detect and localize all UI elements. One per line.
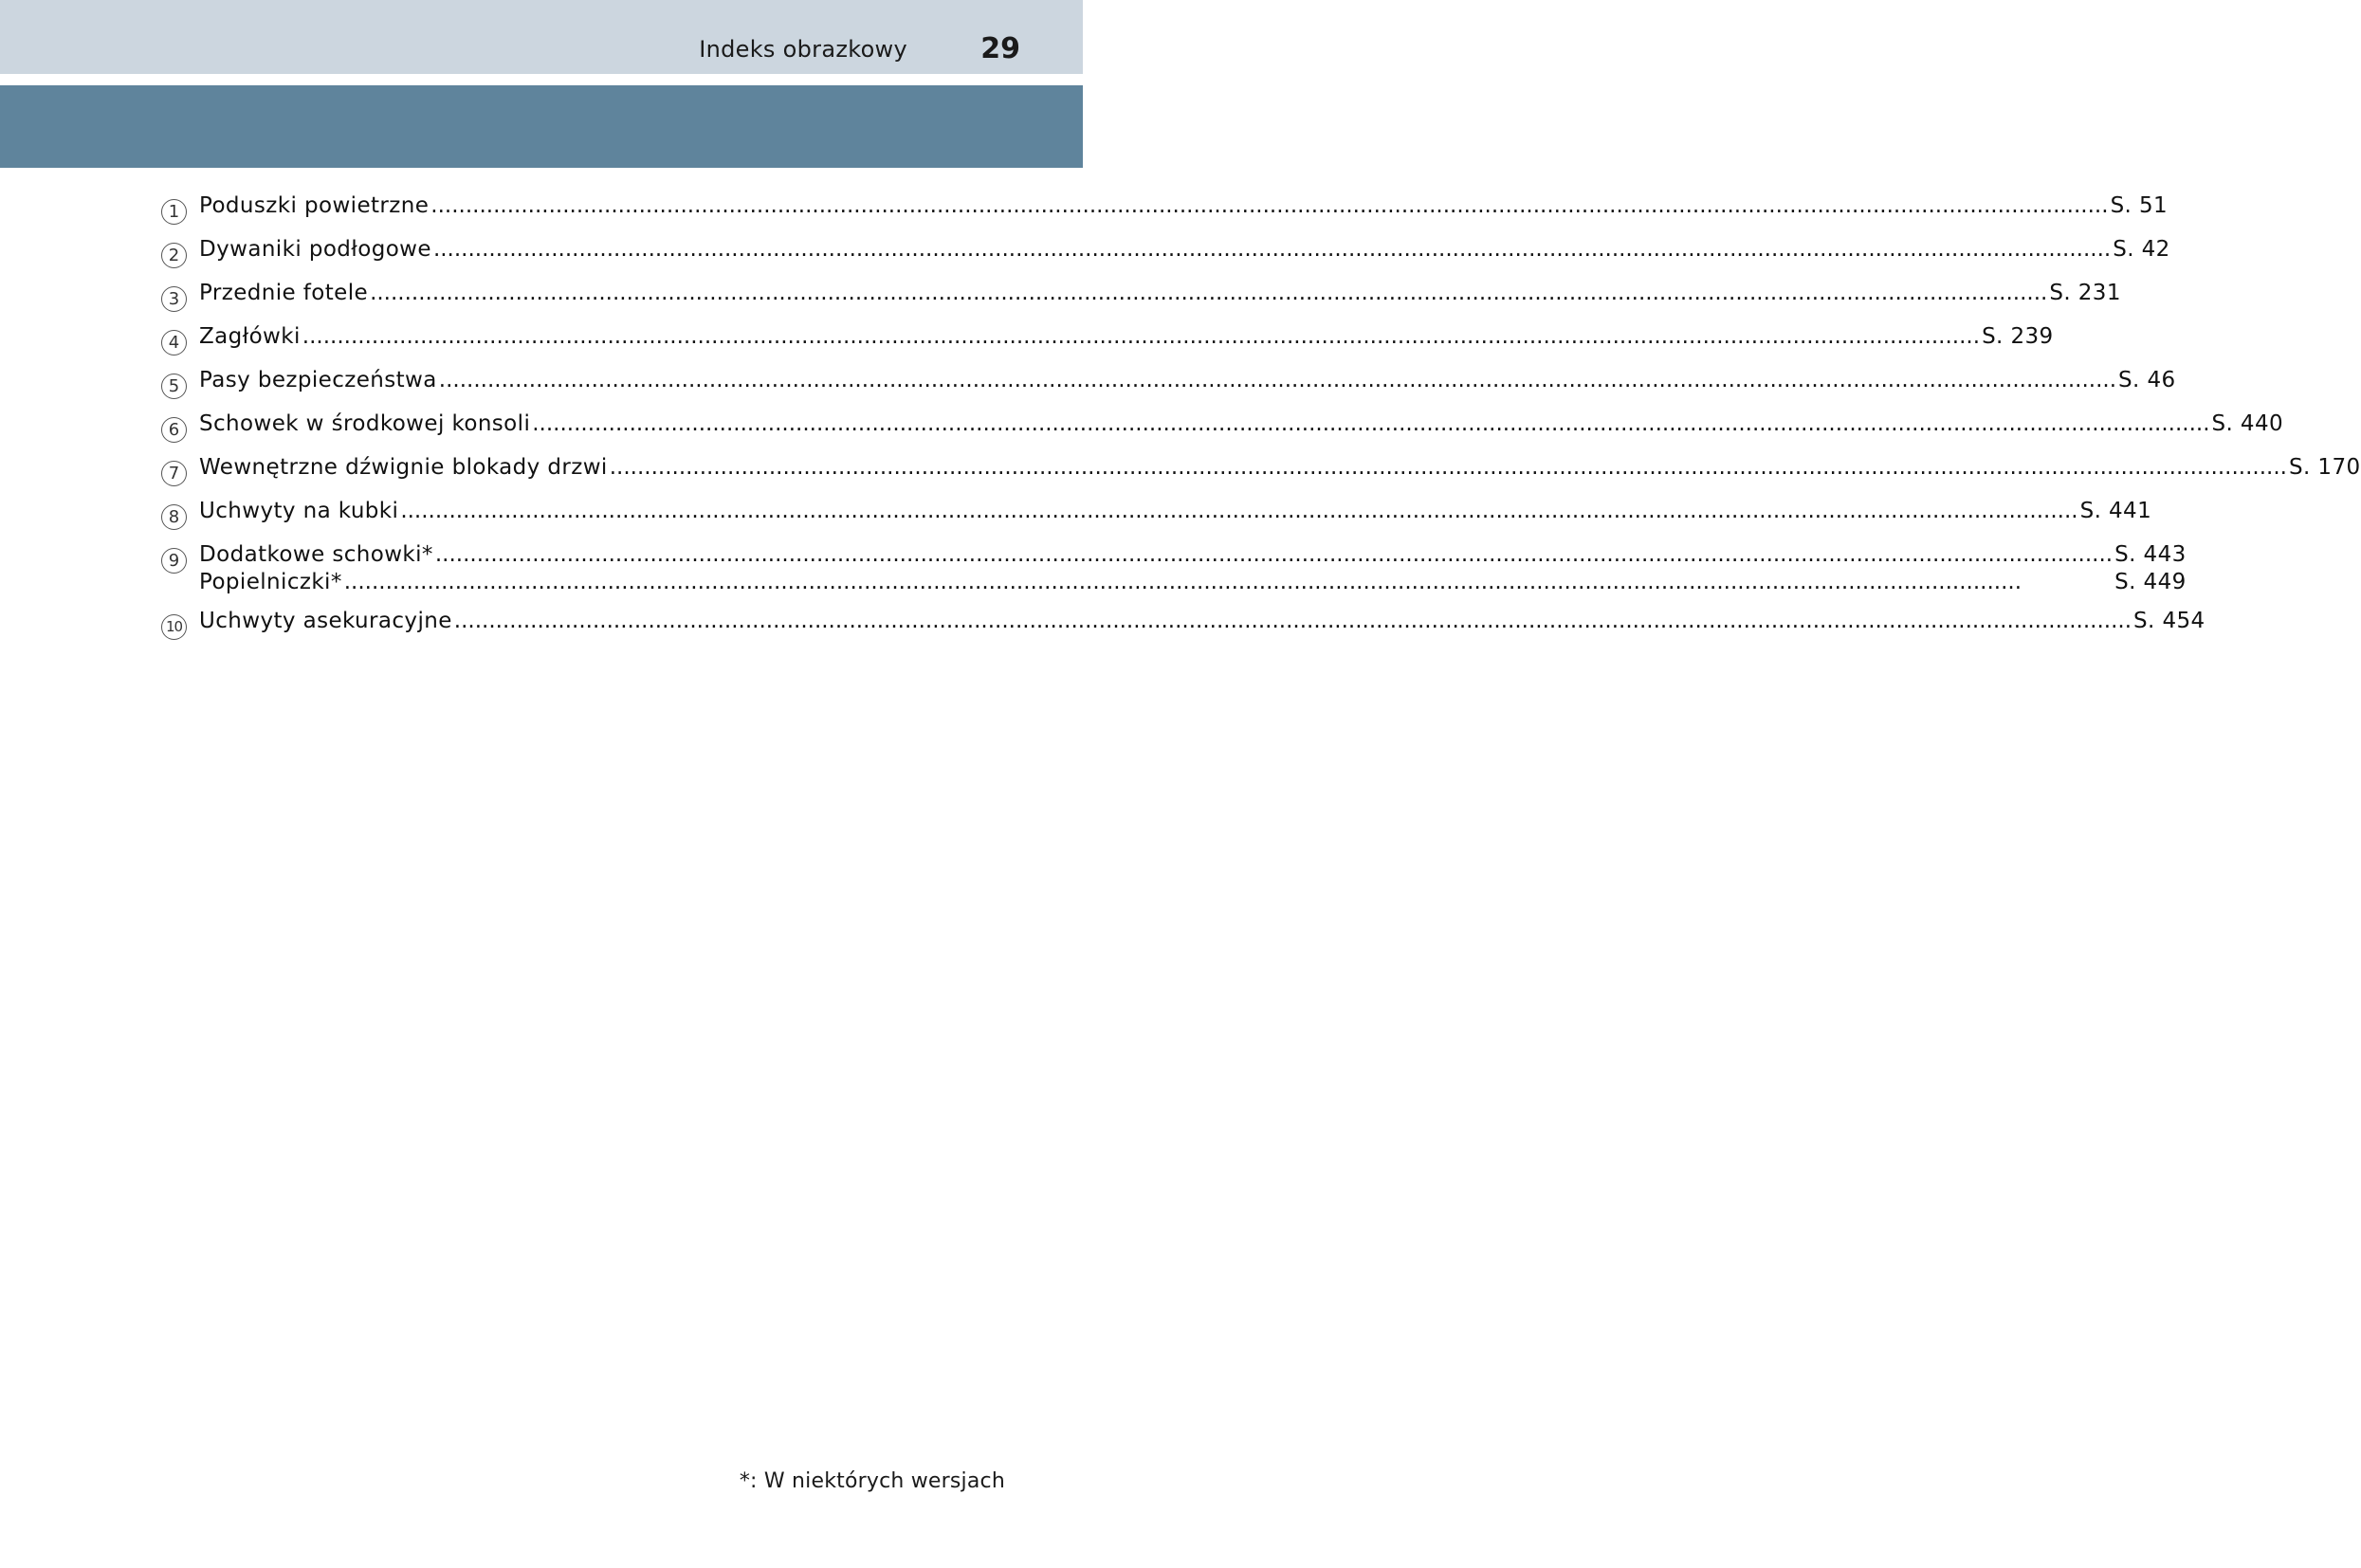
index-entry-2 (161, 236, 2170, 268)
item-number-7: 7 (161, 461, 187, 486)
index-line[interactable] (199, 323, 2054, 351)
entry-label: Popielniczki* (199, 570, 342, 594)
dot-leader (302, 323, 1980, 351)
index-entry-7 (161, 454, 2361, 486)
index-line[interactable] (199, 608, 2205, 635)
entry-label: Uchwyty na kubki (199, 499, 399, 523)
page-reference[interactable]: S. 440 (2211, 411, 2284, 436)
index-entry-8 (161, 498, 2152, 530)
index-line[interactable] (199, 410, 2283, 438)
item-number-6: 6 (161, 417, 187, 443)
index-entry-1 (161, 192, 2169, 225)
index-entry-5 (161, 367, 2176, 399)
page-reference[interactable]: S. 170 (2288, 455, 2361, 480)
dot-leader (439, 367, 2116, 394)
picture-index-list (161, 192, 2361, 651)
page-reference[interactable]: S. 51 (2110, 193, 2169, 218)
index-entry-10 (161, 608, 2205, 640)
section-title: Indeks obrazkowy (699, 36, 907, 63)
dot-leader (435, 541, 2113, 569)
dot-leader (532, 410, 2209, 438)
index-entry-4 (161, 323, 2054, 356)
index-entry-9 (161, 541, 2187, 596)
dot-leader (400, 498, 2077, 525)
entry-label: Poduszki powietrzne (199, 193, 430, 218)
page-number: 29 (980, 32, 1020, 65)
page-reference[interactable]: S. 239 (1982, 324, 2054, 349)
entry-label: Zagłówki (199, 324, 301, 349)
dot-leader (430, 192, 2108, 220)
item-number-1: 1 (161, 199, 187, 225)
index-line[interactable] (199, 192, 2168, 220)
item-number-5: 5 (161, 374, 187, 399)
page-reference[interactable]: S. 42 (2113, 237, 2170, 262)
dot-leader (344, 569, 2113, 596)
index-line[interactable] (199, 367, 2176, 394)
page-reference[interactable]: S. 454 (2133, 609, 2205, 633)
dot-leader (370, 280, 2047, 307)
index-line[interactable] (199, 236, 2170, 264)
index-line[interactable] (199, 280, 2121, 307)
item-number-9: 9 (161, 548, 187, 574)
header-band (0, 0, 1083, 74)
dot-leader (610, 454, 2287, 482)
entry-label: Przednie fotele (199, 281, 369, 305)
page-reference[interactable]: S. 449 (2114, 570, 2187, 594)
entry-label: Wewnętrzne dźwignie blokady drzwi (199, 455, 608, 480)
index-entry-6 (161, 410, 2284, 443)
entry-label: Dodatkowe schowki* (199, 542, 433, 567)
dot-leader (454, 608, 2132, 635)
item-number-2: 2 (161, 243, 187, 268)
entry-label: Dywaniki podłogowe (199, 237, 431, 262)
title-bar (0, 85, 1083, 168)
item-number-3: 3 (161, 286, 187, 312)
page-reference[interactable]: S. 231 (2049, 281, 2121, 305)
footnote: *: W niektórych wersjach (739, 1469, 1005, 1493)
item-number-4: 4 (161, 330, 187, 356)
entry-label: Uchwyty asekuracyjne (199, 609, 452, 633)
page-reference[interactable]: S. 443 (2114, 542, 2187, 567)
index-entry-3 (161, 280, 2121, 312)
index-line[interactable] (199, 541, 2187, 569)
page-reference[interactable]: S. 46 (2118, 368, 2176, 392)
entry-label: Schowek w środkowej konsoli (199, 411, 531, 436)
index-line[interactable] (199, 454, 2361, 482)
dot-leader (433, 236, 2111, 264)
index-line[interactable] (199, 498, 2151, 525)
item-number-8: 8 (161, 504, 187, 530)
index-line[interactable] (199, 569, 2187, 596)
page-reference[interactable]: S. 441 (2079, 499, 2152, 523)
item-number-10: 10 (161, 614, 187, 640)
entry-label: Pasy bezpieczeństwa (199, 368, 437, 392)
